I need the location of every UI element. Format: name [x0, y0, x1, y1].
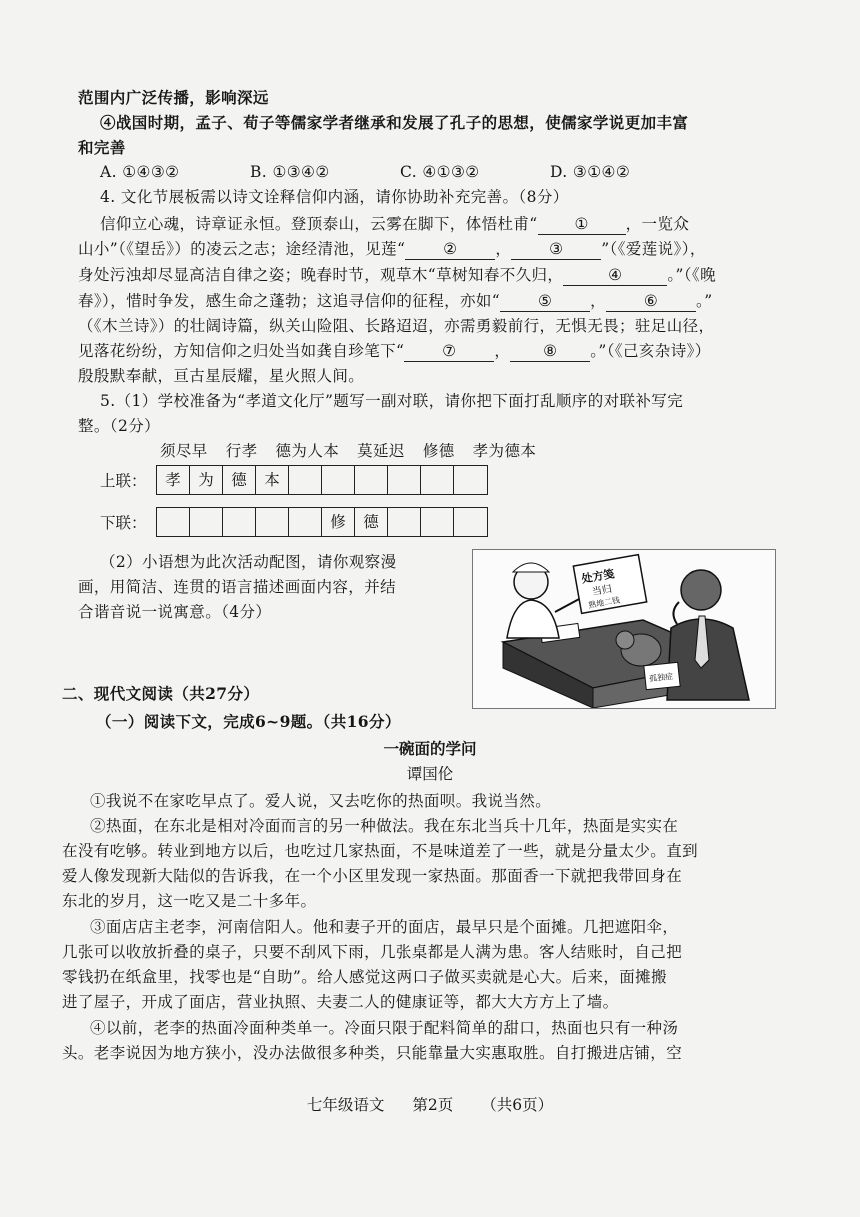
word-chip: 修德	[422, 442, 455, 460]
passage-text: 春》），惜时争发，感生命之蓬勃；这追寻信仰的征程，亦如“	[78, 292, 501, 310]
grid-cell: 本	[256, 466, 289, 494]
grid-cell[interactable]	[454, 466, 487, 494]
man-head	[681, 570, 721, 610]
footer-subject: 七年级语文	[306, 1096, 385, 1114]
article-paragraph: 零钱扔在纸盒里，找零也是“自助”。给人感觉这两口子做买卖就是心大。后来，面摊搬	[62, 968, 667, 986]
passage-text: ”（《爱莲说》），	[601, 240, 706, 258]
article-paragraph: 东北的岁月，这一吃又是二十多年。	[62, 892, 317, 910]
blank-2[interactable]: ②	[405, 239, 495, 260]
grid-cell[interactable]	[223, 508, 256, 536]
grid-cell[interactable]	[157, 508, 190, 536]
word-chip: 须尽早	[160, 442, 208, 460]
text-line: ④战国时期，孟子、荀子等儒家学者继承和发展了孔子的思想，使儒家学说更加丰富	[100, 113, 689, 132]
passage-line: （《木兰诗》）的壮阔诗篇，纵关山险阻、长路迢迢，亦需勇毅前行，无惧无畏；驻足山径，	[78, 317, 715, 335]
question-5-2-continued: 合谐音说一说寓意。（4分）	[78, 603, 272, 621]
upper-couplet-label: 上联：	[100, 472, 147, 490]
sign-title: 处方笺	[580, 567, 616, 586]
question-5: 5.（1）学校准备为“孝道文化厅”题写一副对联，请你把下面打乱顺序的对联补写完	[100, 392, 684, 410]
kneeling-head	[616, 631, 634, 649]
subsection-heading: （一）阅读下文，完成6~9题。（共16分）	[96, 712, 401, 731]
article-paragraph: ①我说不在家吃早点了。爱人说，又去吃你的热面呗。我说当然。	[90, 792, 552, 810]
passage-line: 春》），惜时争发，感生命之蓬勃；这追寻信仰的征程，亦如“ ⑤ ， ⑥ 。”	[78, 292, 713, 310]
passage-text: 见落花纷纷，方知信仰之归处当如龚自珍笔下“	[78, 342, 405, 360]
grid-cell[interactable]	[190, 508, 223, 536]
option-a: A. ①④③②	[100, 163, 180, 181]
article-paragraph: 进了屋子，开成了面店，营业执照、夫妻二人的健康证等，都大大方方上了墙。	[62, 993, 619, 1011]
article-author: 谭国伦	[406, 765, 454, 783]
word-chip: 德为人本	[275, 442, 340, 460]
blank-5[interactable]: ⑤	[500, 291, 590, 312]
grid-cell[interactable]	[256, 508, 289, 536]
passage-line: 见落花纷纷，方知信仰之归处当如龚自珍笔下“ ⑦ ， ⑧ 。”（《己亥杂诗》）	[78, 342, 711, 360]
blank-3[interactable]: ③	[511, 239, 601, 260]
text-line: 和完善	[78, 138, 126, 157]
option-d: D. ③①④②	[550, 163, 631, 181]
passage-line	[100, 214, 794, 235]
article-title: 一碗面的学问	[383, 739, 477, 758]
grid-cell[interactable]	[289, 508, 322, 536]
article-paragraph: ④以前，老李的热面冷面种类单一。冷面只限于配料简单的甜口，热面也只有一种汤	[90, 1019, 679, 1037]
passage-text: 山小”（《望岳》）的凌云之志；途经清池，见莲“	[78, 240, 406, 258]
footer-page: 第2页	[412, 1096, 454, 1114]
answer-options	[100, 162, 794, 182]
section-heading: 二、现代文阅读（共27分）	[62, 684, 260, 703]
article-paragraph: 几张可以收放折叠的桌子，只要不刮风下雨，几张桌都是人满为患。客人结账时，自己把	[62, 943, 683, 961]
grid-cell: 孝	[157, 466, 190, 494]
grid-cell[interactable]	[355, 466, 388, 494]
article-paragraph: 头。老李说因为地方狭小，没办法做很多种类，只能靠量大实惠取胜。自打搬进店铺，空	[62, 1044, 683, 1062]
footer-total: （共6页）	[481, 1096, 554, 1114]
grid-cell: 修	[322, 508, 355, 536]
passage-text: 信仰立心魂，诗章证永恒。登顶泰山，云雾在脚下，体悟杜甫“	[100, 215, 538, 233]
article-paragraph: 爱人像发现新大陆似的告诉我，在一个小区里发现一家热面。那面香一下就把我带回身在	[62, 867, 683, 885]
grid-cell: 德	[223, 466, 256, 494]
passage-text: 。”	[696, 292, 713, 310]
passage-line	[78, 265, 794, 286]
lower-couplet-label: 下联：	[100, 514, 147, 532]
page-footer	[0, 1093, 860, 1115]
grid-cell[interactable]	[388, 508, 421, 536]
question-5-2-continued: 画，用简洁、连贯的语言描述画面内容，并结	[78, 578, 397, 596]
blank-1[interactable]: ①	[538, 214, 626, 235]
word-chip: 行孝	[225, 442, 258, 460]
sign-line: 当归	[591, 583, 613, 599]
article-paragraph: ②热面，在东北是相对冷面而言的另一种做法。我在东北当兵十几年，热面是实实在	[90, 817, 679, 835]
question-5-continued: 整。（2分）	[78, 417, 161, 435]
note-text: 孤独症	[648, 671, 674, 684]
grid-cell[interactable]	[388, 466, 421, 494]
passage-text: 身处污浊却尽显高洁自律之姿；晚春时节，观草木“草树知春不久归，	[78, 266, 564, 284]
grid-cell[interactable]	[454, 508, 487, 536]
upper-couplet-grid	[156, 465, 488, 495]
sign-line: 熟地二钱	[587, 595, 621, 611]
word-chip: 孝为德本	[472, 442, 537, 460]
word-chip: 莫延迟	[357, 442, 405, 460]
grid-cell: 德	[355, 508, 388, 536]
grid-cell[interactable]	[322, 466, 355, 494]
grid-cell[interactable]	[421, 466, 454, 494]
passage-text: 。”（《晚	[667, 266, 717, 284]
lower-couplet-grid	[156, 507, 488, 537]
question-5-2: （2）小语想为此次活动配图，请你观察漫	[100, 553, 397, 571]
blank-7[interactable]: ⑦	[404, 341, 494, 362]
couplet-word-bank	[160, 441, 860, 461]
passage-text: 。”（《己亥杂诗》）	[590, 342, 711, 360]
passage-line: 山小”（《望岳》）的凌云之志；途经清池，见莲“ ② ， ③ ”（《爱莲说》），	[78, 240, 706, 258]
article-paragraph: 在没有吃够。转业到地方以后，也吃过几家热面，不是味道差了一些，就是分量太少。直到	[62, 842, 699, 860]
passage-text: ，一览众	[625, 215, 690, 233]
text-line: 范围内广泛传播，影响深远	[78, 88, 269, 107]
grid-cell: 为	[190, 466, 223, 494]
blank-8[interactable]: ⑧	[510, 341, 590, 362]
grid-cell[interactable]	[421, 508, 454, 536]
blank-4[interactable]: ④	[563, 265, 667, 286]
blank-6[interactable]: ⑥	[606, 291, 696, 312]
question-4: 4. 文化节展板需以诗文诠释信仰内涵，请你协助补充完善。（8分）	[100, 188, 569, 206]
article-paragraph: ③面店店主老李，河南信阳人。他和妻子开的面店，最早只是个面摊。几把遮阳伞，	[90, 918, 679, 936]
passage-line: 殷殷默奉献，亘古星辰耀，星火照人间。	[78, 367, 365, 385]
option-b: B. ①③④②	[250, 163, 330, 181]
option-c: C. ④①③②	[400, 163, 480, 181]
grid-cell[interactable]	[289, 466, 322, 494]
